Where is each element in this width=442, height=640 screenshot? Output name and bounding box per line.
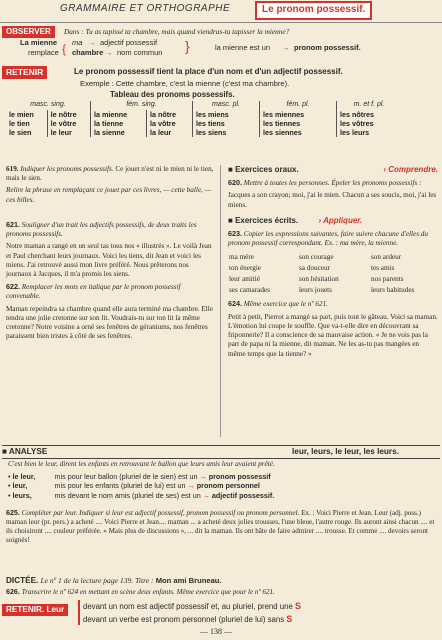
exercise-619: 619. Indiquer les pronoms possessifs. Ce jouet n'est ni le mien ni le tien, mais le sien. bbox=[6, 165, 214, 183]
analyse-items: • le leur, mis pour leur ballon (pluriel de le sien) est un → pronom possessif • leur, mis pour les enfants (pluriel de lui) est un → pronom personnel • leurs, mis devant le nom amis (pluriel de ses) est un → adjectif possessif. bbox=[8, 472, 275, 500]
dictee: DICTÉE. Le nº 1 de la lecture page 139. Titre : Mon ami Bruneau. bbox=[6, 576, 222, 585]
table-title: Tableau des pronoms possessifs. bbox=[110, 90, 235, 99]
written-exercises-heading: ■ Exercices écrits. › Appliquer. bbox=[228, 215, 363, 225]
word-list: ma mère son courage son ardeur ton énergie sa douceur tes amis leur amitié son hésitation nos parents ses camarades leurs jouets leurs habitudes bbox=[229, 252, 415, 295]
analyse-heading: ■ ANALYSE leur, leurs, le leur, les leurs. bbox=[2, 445, 440, 459]
exercise-621: 621. Souligner d'un trait les adjectifs possessifs, de deux traits les pronoms possessifs. bbox=[6, 219, 197, 239]
retenir-leur: RETENIR. Leur devant un nom est adjectif possessif et, au pluriel, prend une S devant un verbe est pronom personnel (pluriel de lui) sans S bbox=[2, 600, 440, 624]
analyse-intro: C'est bien le leur, dirent les enfants en retrouvant le ballon que leurs amis leur avaient prêté. bbox=[8, 460, 275, 468]
page-number: — 138 — bbox=[200, 627, 232, 636]
observer-sentence: Dans : Tu as tapissé ta chambre, mais quand viendras-tu tapisser la mienne? bbox=[64, 27, 290, 36]
observer-label: OBSERVER bbox=[2, 26, 55, 38]
exercise-626: 626. Transcrire le nº 624 en mettant en scène deux enfants. Même exercice que pour le nº 621. bbox=[6, 588, 275, 596]
header-badge: Le pronom possessif. bbox=[255, 1, 372, 20]
header-title: GRAMMAIRE ET ORTHOGRAPHE bbox=[60, 3, 231, 14]
right-column: ■ Exercices oraux. › Comprendre. 620. Mettre à toutes les personnes. Épeler les pronoms possessifs : Jacques a son crayon; moi, j'ai le mien. Chacun a ses soucis, moi, j'ai les miens. ■ Exercices écrits. › Appliquer. 623. Copier les expressions suivantes, faire suivre chacune d'elles du pronom possessif correspondant. Ex. : ma mère, la mienne. ma mère son courage son ardeur ton énergie sa douceur tes amis leur amitié son hésitation nos parents ses camarades leurs jouets leurs habitudes 624. Même exercice que le nº 621. Petit à petit, Pierrot a mangé sa part, puis tout le gâteau. Voici sa maman. L'émotion lui coupe le souffle. Que va-t-elle dire en découvrant sa friponnerie? Il a conscience de sa mauvaise action. « Je ne vois pas la part de papa ni la mienne, dit maman. Ne les as-tu pas mangées en même temps que la tienne? » bbox=[228, 165, 438, 358]
exercise-624: 624. Même exercice que le nº 621. bbox=[228, 299, 328, 309]
retenir-label: RETENIR bbox=[2, 66, 47, 79]
exercise-623: 623. Copier les expressions suivantes, faire suivre chacune d'elles du pronom possessif correspondant. Ex. : ma mère, la mienne. bbox=[228, 229, 428, 248]
retenir-text: Le pronom possessif tient la place d'un nom et d'un adjectif possessif. bbox=[74, 67, 343, 76]
page-header bbox=[60, 3, 230, 16]
exercise-625: 625. Compléter par leur. Indiquer si leur est adjectif possessif, pronom possessif ou pronom personnel. Ex. : Voici Pierre et Jean. Leur (adj. poss.) maman leur (pr. pers.) a acheté .... Voici Pierre et Jean.... maman ... a acheté deux jolies trousses, l'une bleue, l'autre rouge. Ils auront ainsi chacun .... et ils choisiront .... couleur préférée. « Mais plus de discussions », ... dit la maman. Ils ont hâte de faire admirer .... trousse. Et comme .... devoirs seront soignés! bbox=[6, 509, 435, 545]
possessive-table: masc. sing. fém. sing. masc. pl. fém. pl. m. et f. pl. le mien le nôtre la mienne la nôtre les miens les miennes les nôtres le tien le vôtre la tienne la vôtre les tiens les tiennes les vôtres le sien le leur la sienne la leur les siens les siennes les leurs bbox=[6, 101, 401, 137]
observer-diagram: La mienne remplace { ma chambre → → adjectif possessif nom commun } la mienne est un → pronom possessif. bbox=[20, 38, 361, 57]
oral-exercises-heading: ■ Exercices oraux. › Comprendre. bbox=[228, 165, 438, 174]
left-column: 619. Indiquer les pronoms possessifs. Ce jouet n'est ni le mien ni le tien, mais le sien. Relire la phrase en remplaçant ce jouet par ces livres, — cette balle, — ces billes. 621. Souligner d'un trait les adjectifs possessifs, de deux traits les pronoms possessifs. Notre maman a rangé en un seul tas tous nos « illustrés ». Le voilà Jean et Paul cherchant leurs journaux. Voici les tiens, dit Jean et voici les miens. J'ai retrouvé aussi mon livre préféré. Nous prêterons nos journaux à Jacques, il m'a promis les siens. 622. Remplacer les mots en italique par le pronom possessif convenable. Maman repeindra sa chambre quand elle aura terminé ma chambre. Elle tendra une jolie cretonne sur son lit. Voudrais-tu sur ton lit la même cretonne? Notre voisine a orné ses fenêtres de géraniums, nos fenêtres paraissent bien tristes à côté de ses fenêtres. bbox=[6, 165, 216, 345]
exercise-622: 622. Remplacer les mots en italique par le pronom possessif convenable. bbox=[6, 282, 181, 301]
retenir-example: Exemple : Cette chambre, c'est la mienne (c'est ma chambre). bbox=[80, 79, 290, 88]
exercise-620: 620. Mettre à toutes les personnes. Épeler les pronoms possessifs : bbox=[228, 178, 422, 188]
